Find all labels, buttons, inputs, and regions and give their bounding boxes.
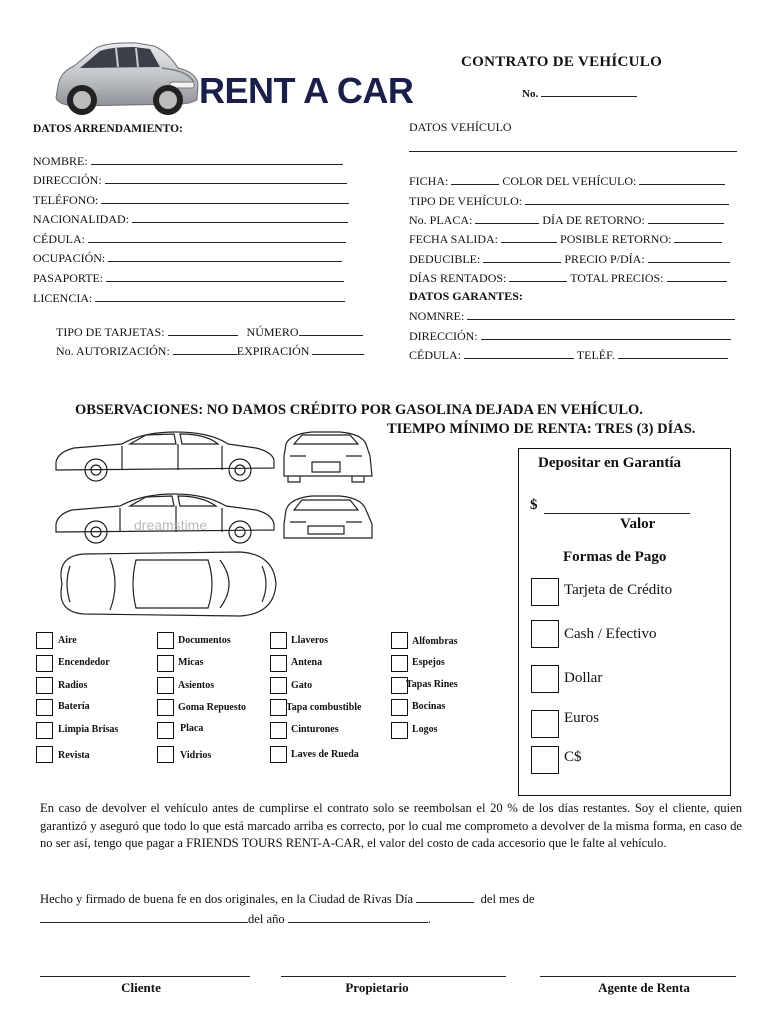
lease-section-title: DATOS ARRENDAMIENTO:: [33, 123, 183, 135]
lease-id-field[interactable]: [88, 231, 346, 243]
signature-label-agent: Agente de Renta: [598, 980, 690, 995]
return-day-field[interactable]: [648, 212, 724, 224]
vehicle-days-row: [409, 270, 727, 285]
card-number-label: NÚMERO: [246, 325, 299, 339]
signed-text-1: Hecho y firmado de buena fe en dos originales, en la Ciudad de Rivas Día: [40, 892, 414, 906]
signed-year-field[interactable]: [288, 911, 428, 923]
contract-number-field[interactable]: [541, 85, 637, 97]
label-goma-repuesto: Goma Repuesto: [178, 702, 247, 713]
lease-passport-row: [33, 270, 344, 285]
rented-days-label: DÍAS RENTADOS:: [409, 271, 507, 285]
lease-address-label: DIRECCIÓN:: [33, 173, 102, 187]
card-number-field[interactable]: [299, 324, 363, 336]
departure-date-field[interactable]: [501, 231, 557, 243]
possible-return-label: POSIBLE RETORNO:: [560, 232, 672, 246]
lease-name-label: NOMBRE:: [33, 154, 88, 168]
vehicle-type-row: [409, 193, 729, 208]
checkbox-limpia-brisas[interactable]: [36, 722, 53, 739]
label-credit-card: Tarjeta de Crédito: [564, 582, 673, 598]
checkbox-bocinas[interactable]: [391, 699, 408, 716]
signature-label-owner: Propietario: [345, 980, 409, 995]
departure-date-label: FECHA SALIDA:: [409, 232, 499, 246]
checkbox-laves-de-rueda[interactable]: [270, 746, 287, 763]
label-revista: Revista: [58, 750, 90, 761]
price-per-day-label: PRECIO P/DÍA:: [564, 252, 645, 266]
lease-address-field[interactable]: [105, 172, 347, 184]
signature-line-client[interactable]: [40, 976, 250, 977]
checkbox-cash[interactable]: [531, 620, 559, 648]
label-bateria: Batería: [58, 701, 90, 712]
checkbox-alfombras[interactable]: [391, 632, 408, 649]
vehicle-section-title: DATOS VEHÍCULO: [409, 120, 512, 134]
guarantee-title: Depositar en Garantía: [538, 455, 682, 471]
guarantor-id-row: [409, 347, 728, 362]
checkbox-micas[interactable]: [157, 655, 174, 672]
terms-paragraph: En caso de devolver el vehículo antes de cumplirse el contrato solo se reembolsan el 20 % de los días restantes. Soy el cliente, quien garantizó y aseguró que todo lo que está marcado arriba es correcto, por lo cual me comprometo a devolver de la misma forma, en caso de no ser así, tengo que pagar a FRIENDS TOURS RENT-A-CAR, el valor del costo de cada accesorio que le falte al vehículo.: [40, 801, 742, 850]
checkbox-placa[interactable]: [157, 722, 174, 739]
payment-methods-title: Formas de Pago: [563, 549, 667, 565]
label-vidrios: Vidrios: [180, 750, 212, 761]
lease-name-row: [33, 153, 343, 168]
guarantor-phone-field[interactable]: [618, 347, 728, 359]
lease-license-label: LICENCIA:: [33, 291, 93, 305]
label-tapas-rines: Tapas Rines: [406, 679, 458, 690]
signature-label-client: Cliente: [121, 980, 161, 995]
signed-text-3: del año: [248, 912, 285, 926]
label-gato: Gato: [291, 680, 313, 691]
vehicle-plate-row: [409, 212, 724, 227]
checkbox-aire[interactable]: [36, 632, 53, 649]
checkbox-documentos[interactable]: [157, 632, 174, 649]
expiration-label: EXPIRACIÓN: [236, 344, 310, 358]
label-cash: Cash / Efectivo: [564, 626, 657, 642]
label-antena: Antena: [291, 657, 323, 668]
signed-end: .: [427, 912, 432, 926]
guarantor-address-label: DIRECCIÓN:: [409, 329, 478, 343]
label-tapa-combustible: Tapa combustible: [286, 702, 362, 713]
contract-number-label: No.: [522, 88, 539, 100]
checkbox-espejos[interactable]: [391, 655, 408, 672]
guarantor-address-field[interactable]: [481, 328, 731, 340]
signed-month-field[interactable]: [40, 911, 248, 923]
contract-title: CONTRATO DE VEHÍCULO: [461, 54, 663, 70]
lease-phone-row: [33, 192, 349, 207]
checkbox-revista[interactable]: [36, 746, 53, 763]
label-llaveros: Llaveros: [291, 635, 329, 646]
total-prices-field[interactable]: [667, 270, 727, 282]
vehicle-departure-row: [409, 231, 722, 246]
deductible-field[interactable]: [483, 251, 561, 263]
checkbox-encendedor[interactable]: [36, 655, 53, 672]
vehicle-deductible-row: [409, 251, 730, 266]
checkbox-llaveros[interactable]: [270, 632, 287, 649]
car-damage-diagram: [50, 426, 380, 622]
car-photo: [50, 38, 200, 120]
guarantor-id-field[interactable]: [464, 347, 574, 359]
color-field[interactable]: [639, 173, 725, 185]
return-day-label: DÍA DE RETORNO:: [542, 213, 645, 227]
label-micas: Micas: [178, 657, 204, 668]
ficha-field[interactable]: [451, 173, 499, 185]
guarantor-name-field[interactable]: [467, 308, 735, 320]
deductible-label: DEDUCIBLE:: [409, 252, 481, 266]
label-placa: Placa: [180, 723, 204, 734]
label-dollar: Dollar: [564, 670, 603, 686]
guarantee-amount-field[interactable]: [544, 513, 690, 514]
guarantor-phone-label: TELÉF.: [576, 348, 615, 362]
label-limpia-brisas: Limpia Brisas: [58, 724, 119, 735]
label-laves-de-rueda: Laves de Rueda: [291, 749, 359, 760]
checkbox-gato[interactable]: [270, 677, 287, 694]
guarantor-name-row: [409, 308, 735, 323]
lease-id-label: CÉDULA:: [33, 232, 85, 246]
checkbox-logos[interactable]: [391, 722, 408, 739]
label-cinturones: Cinturones: [291, 724, 339, 735]
card-type-label: TIPO DE TARJETAS:: [56, 325, 165, 339]
checkbox-asientos[interactable]: [157, 677, 174, 694]
label-cordoba: C$: [564, 749, 582, 765]
guarantee-currency: $: [530, 497, 538, 513]
card-type-field[interactable]: [168, 324, 238, 336]
lease-nationality-field[interactable]: [132, 211, 348, 223]
plate-label: No. PLACA:: [409, 213, 473, 227]
lease-phone-label: TELÉFONO:: [33, 193, 99, 207]
guarantor-section-title: DATOS GARANTES:: [409, 289, 523, 303]
lease-license-field[interactable]: [95, 290, 345, 302]
rented-days-field[interactable]: [509, 270, 567, 282]
observations-line-2: TIEMPO MÍNIMO DE RENTA: TRES (3) DÍAS.: [387, 421, 696, 437]
checkbox-radios[interactable]: [36, 677, 53, 694]
plate-field[interactable]: [475, 212, 539, 224]
label-asientos: Asientos: [178, 680, 215, 691]
checkbox-cordoba[interactable]: [531, 746, 559, 774]
lease-phone-field[interactable]: [101, 192, 349, 204]
card-type-row: [56, 324, 363, 339]
label-alfombras: Alfombras: [412, 636, 458, 647]
checkbox-euros[interactable]: [531, 710, 559, 738]
color-label: COLOR DEL VEHÍCULO:: [502, 174, 637, 188]
lease-occupation-row: [33, 250, 342, 265]
vehicle-ficha-row: [409, 173, 725, 188]
guarantor-address-row: [409, 328, 731, 343]
lease-occupation-label: OCUPACIÓN:: [33, 251, 106, 265]
lease-license-row: [33, 290, 345, 305]
signature-line-owner[interactable]: [281, 976, 506, 977]
label-encendedor: Encendedor: [58, 657, 110, 668]
checkbox-credit-card[interactable]: [531, 578, 559, 606]
label-radios: Radios: [58, 680, 88, 691]
label-espejos: Espejos: [412, 657, 445, 668]
observations-line-1: OBSERVACIONES: NO DAMOS CRÉDITO POR GASOLINA DEJADA EN VEHÍCULO.: [75, 402, 643, 418]
signed-line-2: [40, 911, 431, 926]
lease-passport-field[interactable]: [106, 270, 344, 282]
lease-id-row: [33, 231, 346, 246]
ficha-label: FICHA:: [409, 174, 449, 188]
vehicle-type-field[interactable]: [525, 193, 729, 205]
lease-name-field[interactable]: [91, 153, 343, 165]
lease-address-row: [33, 172, 347, 187]
price-per-day-field[interactable]: [648, 251, 730, 263]
label-logos: Logos: [412, 724, 438, 735]
contract-number: [522, 85, 637, 101]
authorization-row: [56, 343, 364, 358]
checkbox-tapa-combustible[interactable]: [270, 699, 287, 716]
signed-day-field[interactable]: [416, 891, 474, 903]
checkbox-goma-repuesto[interactable]: [157, 699, 174, 716]
expiration-field[interactable]: [312, 343, 364, 355]
signature-line-agent[interactable]: [540, 976, 736, 977]
diagram-watermark: dreamstime: [134, 517, 208, 533]
vehicle-title-line[interactable]: [409, 151, 737, 152]
guarantee-value-label: Valor: [620, 516, 656, 532]
checkbox-cinturones[interactable]: [270, 722, 287, 739]
checkbox-dollar[interactable]: [531, 665, 559, 693]
signed-text-2: del mes de: [480, 892, 535, 906]
signed-line-1: [40, 891, 534, 906]
label-bocinas: Bocinas: [412, 701, 446, 712]
checkbox-antena[interactable]: [270, 655, 287, 672]
authorization-label: No. AUTORIZACIÓN:: [56, 344, 170, 358]
guarantor-id-label: CÉDULA:: [409, 348, 461, 362]
label-euros: Euros: [564, 710, 599, 726]
label-documentos: Documentos: [178, 635, 231, 646]
checkbox-vidrios[interactable]: [157, 746, 174, 763]
lease-occupation-field[interactable]: [108, 250, 342, 262]
label-aire: Aire: [58, 635, 77, 646]
checkbox-bateria[interactable]: [36, 699, 53, 716]
brand-logo: RENT A CAR: [199, 70, 414, 111]
lease-nationality-row: [33, 211, 348, 226]
lease-passport-label: PASAPORTE:: [33, 271, 104, 285]
possible-return-field[interactable]: [674, 231, 722, 243]
lease-nationality-label: NACIONALIDAD:: [33, 212, 129, 226]
total-prices-label: TOTAL PRECIOS:: [570, 271, 664, 285]
guarantor-name-label: NOMNRE:: [409, 309, 465, 323]
vehicle-type-label: TIPO DE VEHÍCULO:: [409, 194, 523, 208]
authorization-field[interactable]: [173, 343, 237, 355]
